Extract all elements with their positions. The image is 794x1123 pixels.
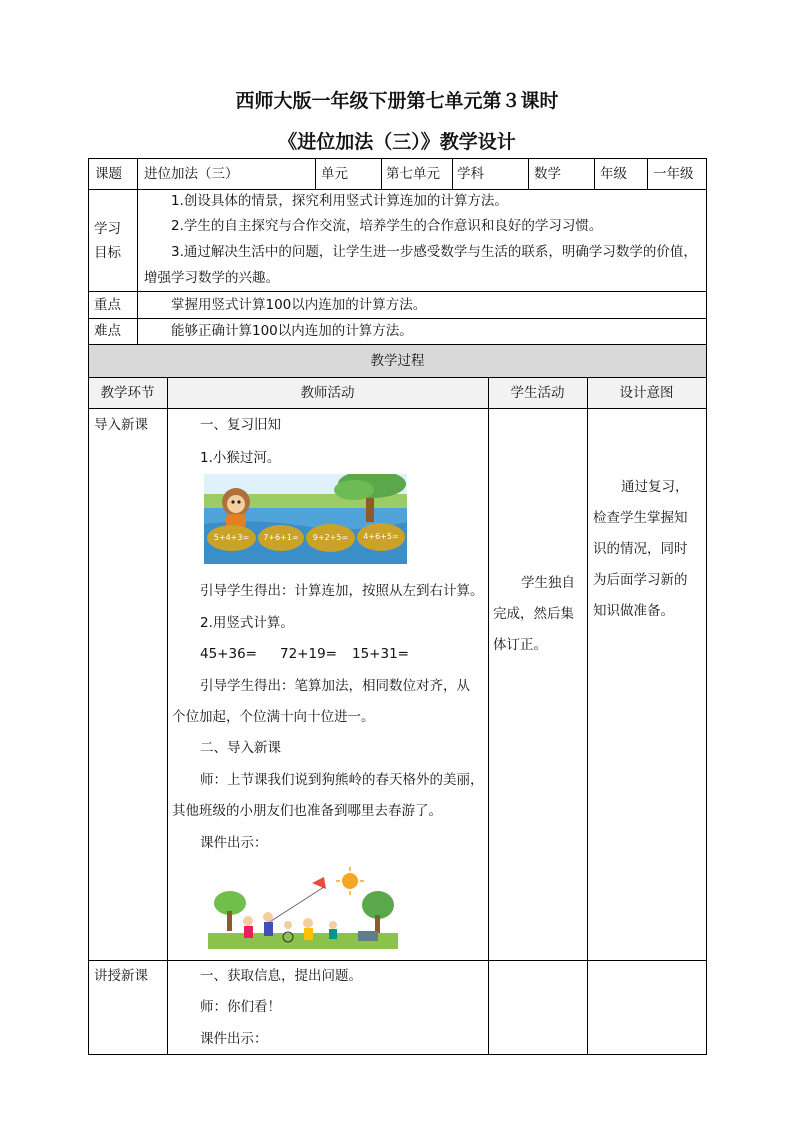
- teacher-line1: 师：上节课我们说到狗熊岭的春天格外的美丽，: [200, 772, 484, 788]
- key-point-text: 掌握用竖式计算100以内连加的计算方法。: [171, 297, 427, 313]
- design-intent-1: 通过复习， 检查学生掌握知 识的情况，同时 为后面学习新的 知识做准备。: [593, 479, 689, 619]
- keti-label: 课题: [95, 166, 122, 182]
- goals-label-2: 目标: [94, 245, 121, 261]
- section2-teacher: 师：你们看！: [200, 999, 281, 1015]
- xueke-value: 数学: [534, 166, 561, 182]
- difficulty-label: 难点: [94, 323, 121, 339]
- danyuan-label: 单元: [321, 166, 348, 182]
- stone-3: 9+2+5=: [306, 524, 355, 552]
- teacher-line2: 其他班级的小朋友们也准备到哪里去春游了。: [172, 803, 442, 819]
- vertical-calc-item: 2.用竖式计算。: [200, 615, 294, 631]
- student-activity-1: 学生独自 完成，然后集 体订正。: [493, 575, 575, 653]
- guide-2-line2: 个位加起，个位满十向十位进一。: [172, 709, 375, 725]
- stone-1: 5+4+3=: [207, 525, 256, 551]
- calc-1: 45+36=: [200, 646, 257, 662]
- stage-new-lesson: 讲授新课: [94, 968, 148, 984]
- calc-2: 72+19=: [280, 646, 337, 662]
- col-stage: 教学环节: [100, 385, 155, 401]
- stone-2: 7+6+1=: [258, 525, 304, 551]
- guide-1: 引导学生得出：计算连加，按照从左到右计算。: [200, 583, 484, 599]
- show-label-1: 课件出示：: [200, 835, 268, 851]
- spring-outing-illustration: [208, 863, 398, 949]
- process-header: 教学过程: [370, 353, 425, 369]
- key-point-label: 重点: [94, 297, 121, 313]
- guide-2-line1: 引导学生得出：笔算加法，相同数位对齐，从: [200, 678, 470, 694]
- stage-intro: 导入新课: [94, 417, 148, 433]
- col-intent: 设计意图: [619, 385, 674, 401]
- stone-4: 4+6+5=: [357, 523, 405, 551]
- calc-3: 15+31=: [352, 646, 409, 662]
- review-heading: 一、复习旧知: [200, 417, 281, 433]
- show-label-2: 课件出示：: [200, 1031, 268, 1047]
- monkey-river-illustration: [204, 474, 407, 564]
- xueke-label: 学科: [457, 166, 484, 182]
- goal-item: 3.通过解决生活中的问题，让学生进一步感受数学与生活的联系，明确学习数学的价值，: [171, 244, 697, 260]
- difficulty-text: 能够正确计算100以内连加的计算方法。: [171, 323, 413, 339]
- goals-label-1: 学习: [94, 221, 121, 237]
- document-title: 西师大版一年级下册第七单元第３课时: [235, 90, 559, 112]
- goal-item: 2.学生的自主探究与合作交流，培养学生的合作意识和良好的学习习惯。: [171, 218, 603, 234]
- keti-value: 进位加法（三）: [144, 166, 239, 182]
- lesson-table: [88, 158, 707, 1055]
- goal-item: 增强学习数学的兴趣。: [144, 270, 279, 286]
- intro-heading: 二、导入新课: [200, 740, 281, 756]
- goal-item: 1.创设具体的情景，探究利用竖式计算连加的计算方法。: [171, 193, 508, 209]
- col-student: 学生活动: [510, 385, 565, 401]
- nianji-value: 一年级: [653, 166, 694, 182]
- document-subtitle: 《进位加法（三）》教学设计: [278, 131, 516, 153]
- danyuan-value: 第七单元: [386, 166, 440, 182]
- col-teacher: 教师活动: [300, 385, 355, 401]
- section2-heading: 一、获取信息，提出问题。: [200, 968, 362, 984]
- nianji-label: 年级: [600, 166, 627, 182]
- monkey-item: 1.小猴过河。: [200, 450, 281, 466]
